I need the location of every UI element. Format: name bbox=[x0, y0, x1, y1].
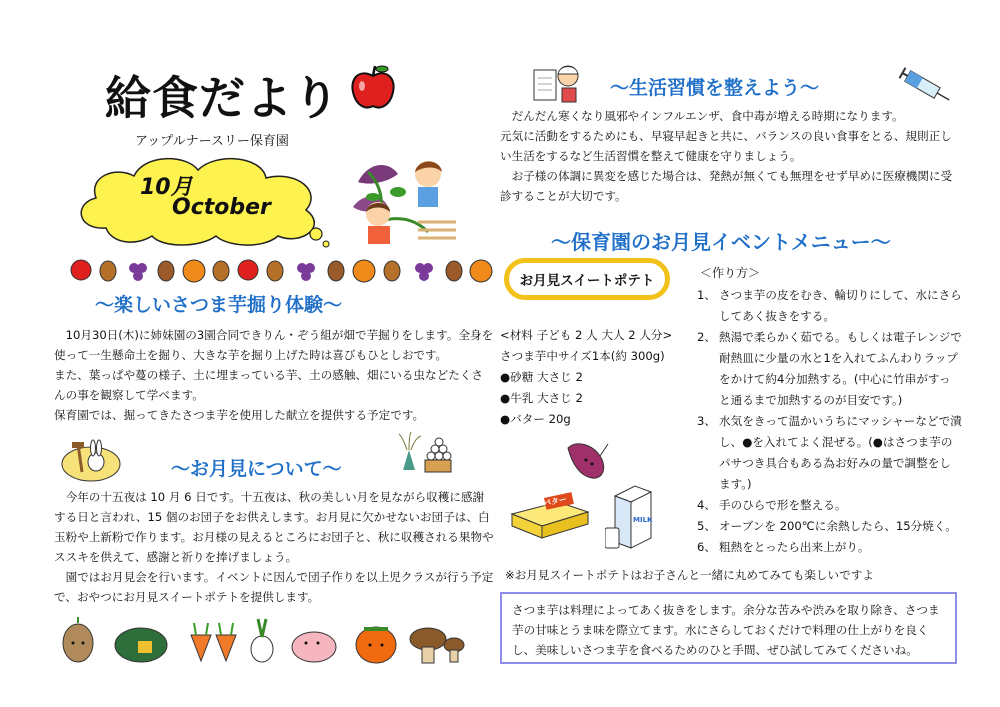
newsletter-title: 給食だより bbox=[105, 71, 340, 125]
step-number: 3、 bbox=[697, 414, 716, 428]
paragraph: また、葉っぱや蔓の様子、土に埋まっている芋、土の感触、畑にいる虫などたくさんの事を観察して学べます。 bbox=[54, 368, 483, 402]
recipe-step bbox=[697, 411, 962, 495]
recipe-step bbox=[697, 327, 962, 411]
step-text: 粗熱をとったら出来上がり。 bbox=[719, 540, 870, 554]
paragraph: 元気に活動をするためにも、早寝早起きと共に、バランスの良い食事をとる、規則正しい生活をするなど生活習慣を整えて健康を守りましょう。 bbox=[500, 129, 952, 163]
section-heading-moon-viewing: ～お月見について～ bbox=[171, 458, 342, 480]
butter-label: バター bbox=[542, 494, 568, 509]
section-body-potato-dig bbox=[54, 325, 494, 425]
section-heading-potato-dig: ～楽しいさつま芋掘り体験～ bbox=[95, 294, 343, 316]
paragraph: 今年の十五夜は 10 月 6 日です。十五夜は、秋の美しい月を見ながら収穫に感謝する日と言われ、15 個のお団子をお供えします。お月見に欠かせないお団子は、白玉粉や上新粉で作ります。お月様の見えるところにお団子と、秋に収穫される果物やススキを供えて、感謝と祈りを捧げましょう。 bbox=[54, 490, 494, 564]
step-number: 6、 bbox=[697, 540, 716, 554]
ingredient-item: ●バター 20g bbox=[500, 412, 571, 426]
step-number: 1、 bbox=[697, 288, 716, 302]
ingredients-title: <材料 子ども 2 人 大人 2 人分> bbox=[500, 328, 673, 342]
recipe-note: ※お月見スイートポテトはお子さんと一緒に丸めてみても楽しいですよ bbox=[505, 568, 874, 582]
ingredients-list bbox=[500, 325, 672, 430]
moon-offering-icon bbox=[395, 430, 455, 475]
step-text: 水気をきって温かいうちにマッシャーなどで潰し、●を入れてよく混ぜる。(●はさつま芋のパサつき具合もある為お好みの量で調整をします。) bbox=[719, 414, 962, 491]
ingredient-item: さつま芋中サイズ1本(約 300g) bbox=[500, 349, 665, 363]
tip-box: さつま芋は料理によってあく抜きをします。余分な苦みや渋みを取り除き、さつま芋の甘味とうま味を際立てます。水にさらしておくだけで料理の仕上がりを良くし、美味しいさつま芋を食べるためのひと手間、ぜひ試してみてくださいね。 bbox=[500, 592, 957, 664]
medicine-icon bbox=[530, 60, 586, 106]
syringe-icon bbox=[895, 66, 955, 106]
step-text: さつま芋の皮をむき、輪切りにして、水にさらしてあく抜きをする。 bbox=[719, 288, 962, 323]
step-text: 手のひらで形を整える。 bbox=[719, 498, 847, 512]
step-text: オーブンを 200℃に余熱したら、15分焼く。 bbox=[719, 519, 957, 533]
recipe-steps bbox=[697, 285, 962, 558]
step-number: 2、 bbox=[697, 330, 716, 344]
ingredient-item: ●砂糖 大さじ 2 bbox=[500, 370, 583, 384]
step-text: 熱湯で柔らかく茹でる。もしくは電子レンジで耐熱皿に少量の水と1を入れてふんわりラップをかけて約4分加熱する。(中心に竹串がすっと通るまで加熱するのが目安です。) bbox=[719, 330, 962, 407]
recipe-step bbox=[697, 516, 962, 537]
school-name: アップルナースリー保育園 bbox=[135, 134, 289, 149]
paragraph: お子様の体調に異変を感じた場合は、発熱が無くても無理をせず早めに医療機関に受診することが大切です。 bbox=[500, 169, 953, 203]
sweet-potato-icon bbox=[562, 438, 612, 482]
step-number: 5、 bbox=[697, 519, 716, 533]
month-jp: 10月 bbox=[140, 175, 193, 200]
autumn-fruit-border bbox=[66, 255, 496, 285]
milk-label: MILK bbox=[633, 516, 653, 524]
paragraph: 10月30日(木)に姉妹園の3園合同できりん・ぞう組が畑で芋掘りをします。全身を使って一生懸命土を掘り、大きな芋を掘り上げた時は喜びもひとしおです。 bbox=[54, 328, 494, 362]
apple-icon bbox=[348, 62, 398, 112]
paragraph: 保育園では、掘ってきたさつま芋を使用した献立を提供する予定です。 bbox=[54, 408, 425, 422]
rabbit-mochi-icon bbox=[60, 436, 122, 482]
section-body-habits bbox=[500, 106, 960, 206]
paragraph: だんだん寒くなり風邪やインフルエンザ、食中毒が増える時期になります。 bbox=[511, 109, 904, 123]
recipe-name-badge: お月見スイートポテト bbox=[504, 258, 670, 300]
section-heading-menu: ～保育園のお月見イベントメニュー～ bbox=[551, 230, 891, 254]
month-en: October bbox=[172, 195, 271, 220]
ingredient-item: ●牛乳 大さじ 2 bbox=[500, 391, 583, 405]
vegetable-characters-row bbox=[56, 615, 466, 665]
paragraph: 園ではお月見会を行います。イベントに因んで団子作りを以上児クラスが行う予定で、おやつにお月見スイートポテトを提供します。 bbox=[54, 570, 494, 604]
children-harvesting-illustration bbox=[348, 152, 458, 247]
butter-illustration bbox=[508, 490, 592, 540]
steps-title: ＜作り方＞ bbox=[700, 266, 761, 280]
step-number: 4、 bbox=[697, 498, 716, 512]
section-heading-habits: ～生活習慣を整えよう～ bbox=[610, 77, 820, 99]
recipe-step bbox=[697, 537, 962, 558]
recipe-step bbox=[697, 285, 962, 327]
section-body-moon-viewing bbox=[54, 487, 494, 607]
recipe-step bbox=[697, 495, 962, 516]
milk-illustration bbox=[605, 482, 661, 552]
